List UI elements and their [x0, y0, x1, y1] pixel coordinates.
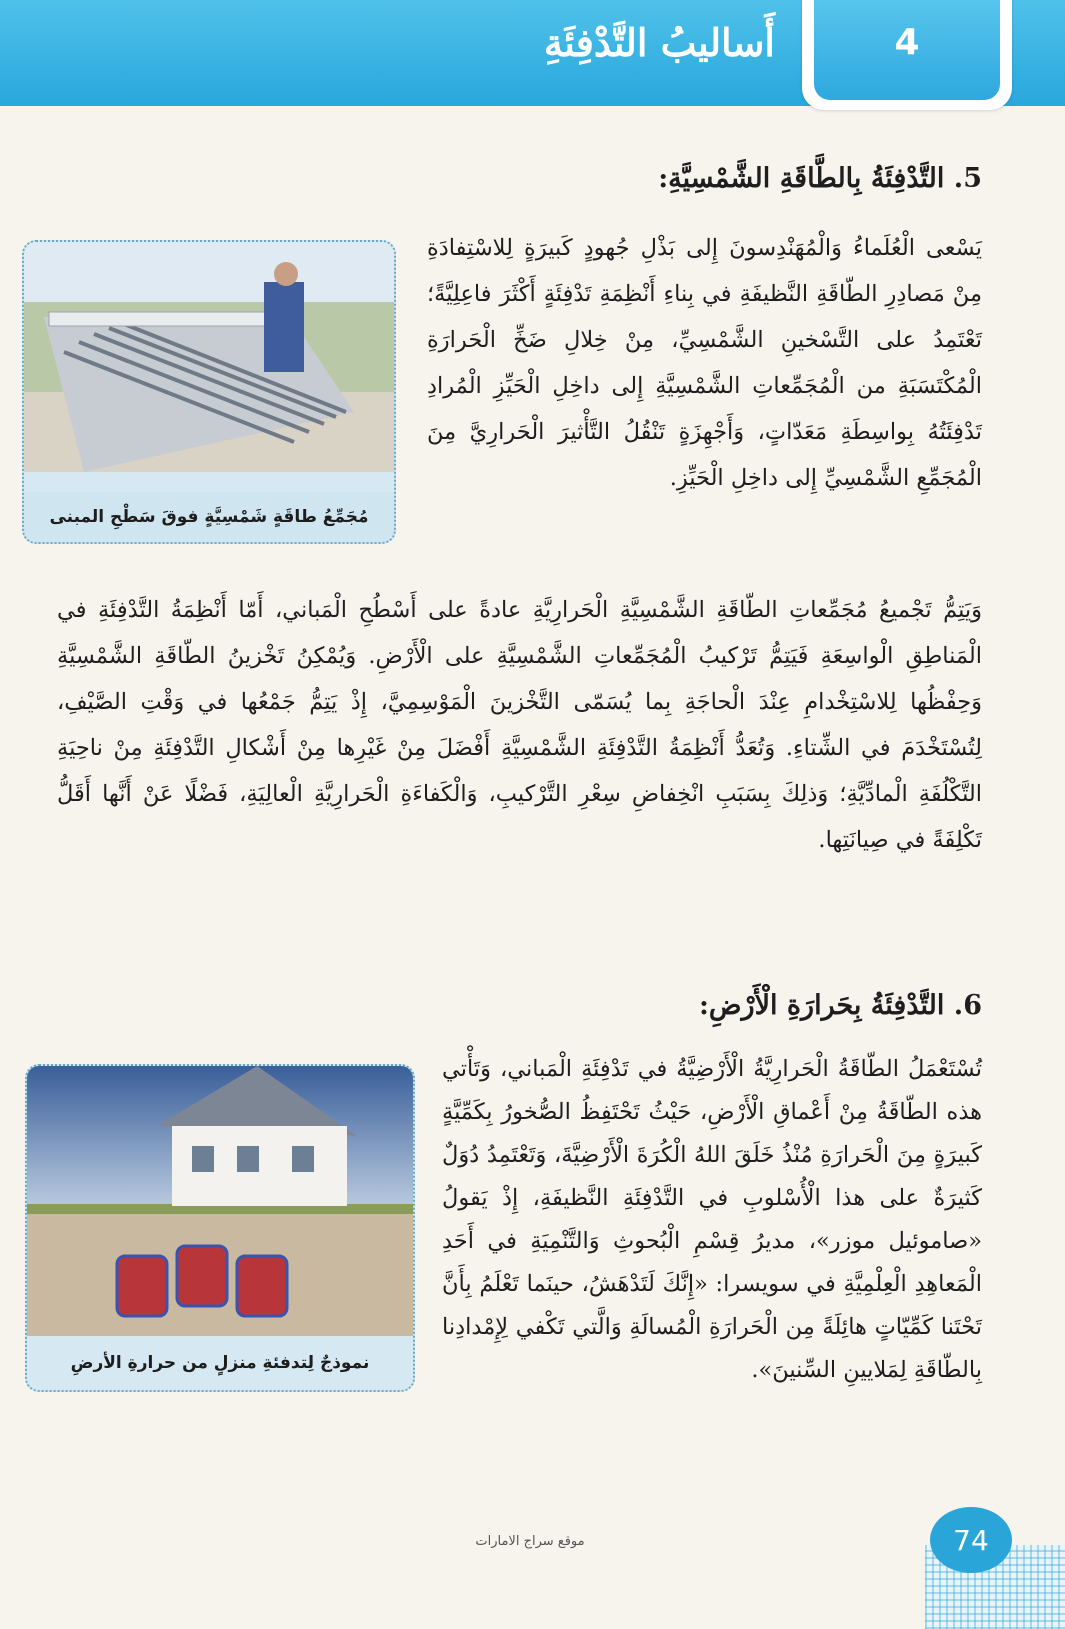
geothermal-house-caption: نموذجٌ لِتدفئةِ منزلٍ من حرارةِ الأرضِ [70, 1353, 370, 1373]
section-6-paragraph-1: تُسْتَعْمَلُ الطّاقَةُ الْحَرارِيَّةُ الْأَرْضِيَّةُ في تَدْفِئَةِ الْمَباني، وَتَأْتي هذه الطّاقَةُ مِنْ أَعْماقِ الْأَرْضِ، حَيْثُ تَحْتَفِظُ الصُّخورُ بِكَمِّيَّةٍ كَبيرَةٍ مِنَ الْحَرارَةِ مُنْذُ خَلَقَ اللهُ الْكُرَةَ الْأَرْضِيَّةَ، وَتَعْتَمِدُ دُوَلٌ كَثيرَةٌ على هذا الْأُسْلوبِ في التَّدْفِئَةِ النَّظيفَةِ، إِذْ يَقولُ «صاموئيل موزر»، مديرُ قِسْمِ الْبُحوثِ وَالتَّنْمِيَةِ في أَحَدِ الْمَعاهِدِ الْعِلْمِيَّةِ في سويسرا: «إِنَّكَ لَتَدْهَشُ، حينَما تَعْلَمُ بِأَنَّ تَحْتَنا كَمِّيّاتٍ هائِلَةً مِن الْحَرارَةِ الْمُسالَةِ وَالَّتي تَكْفي لِإِمْدادِنا بِالطّاقَةِ لِمَلايينِ السِّنينَ». [442, 1056, 982, 1383]
solar-collector-figure [22, 240, 396, 544]
section-5-paragraph-1: يَسْعى الْعُلَماءُ وَالْمُهَنْدِسونَ إِلى بَذْلِ جُهودٍ كَبيرَةٍ لِلاسْتِفادَةِ مِنْ مَصادِرِ الطّاقَةِ النَّظيفَةِ في بِناءِ أَنْظِمَةِ تَدْفِئَةٍ أَكْثَرَ فاعِلِيَّةً؛ تَعْتَمِدُ على التَّسْخينِ الشَّمْسِيِّ، مِنْ خِلالِ ضَخِّ الْحَرارَةِ الْمُكْتَسَبَةِ من الْمُجَمِّعاتِ الشَّمْسِيَّةِ إِلى داخِلِ الْحَيِّزِ الْمُرادِ تَدْفِئَتُهُ بِواسِطَةِ مَعَدّاتٍ، وَأَجْهِزَةٍ تَنْقُلُ التَّأْثيرَ الْحَرارِيَّ مِنَ الْمُجَمِّعِ الشَّمْسِيِّ إِلى داخِلِ الْحَيِّزِ. [427, 235, 982, 491]
section-6-heading: 6. التَّدْفِئَةُ بِحَرارَةِ الْأَرْضِ: [698, 990, 982, 1021]
section-5-heading: 5. التَّدْفِئَةُ بِالطَّاقَةِ الشَّمْسِيَّةِ: [658, 163, 982, 194]
page-number: 74 [953, 1524, 989, 1557]
geothermal-house-figure [25, 1064, 415, 1392]
solar-collector-caption: مُجَمِّعُ طاقَةٍ شَمْسِيَّةٍ فوقَ سَطْحِ المبنى [49, 507, 369, 527]
section-5-paragraph-2: وَيَتِمُّ تَجْميعُ مُجَمِّعاتِ الطّاقَةِ الشَّمْسِيَّةِ الْحَرارِيَّةِ عادةً على أَسْطُحِ الْمَباني، أَمّا أَنْظِمَةُ التَّدْفِئَةِ في الْمَناطِقِ الْواسِعَةِ فَيَتِمُّ تَرْكيبُ الْمُجَمِّعاتِ الشَّمْسِيَّةِ على الْأَرْضِ. وَيُمْكِنُ تَخْزينُ الطّاقَةِ الشَّمْسِيَّةِ وَحِفْظُها لِلاسْتِخْدامِ عِنْدَ الْحاجَةِ بِما يُسَمّى التَّخْزينَ الْمَوْسِمِيَّ، إِذْ يَتِمُّ جَمْعُها في وَقْتِ الصَّيْفِ، لِتُسْتَخْدَمَ في الشِّتاءِ. وَتُعَدُّ أَنْظِمَةُ التَّدْفِئَةِ الشَّمْسِيَّةِ أَفْضَلَ مِنْ غَيْرِها مِنْ أَشْكالِ التَّدْفِئَةِ مِنْ ناحِيَةِ التَّكْلُفَةِ الْمادِّيَّةِ؛ وَذلِكَ بِسَبَبِ انْخِفاضِ سِعْرِ التَّرْكيبِ، وَالْكَفاءَةِ الْحَرارِيَّةِ الْعالِيَةِ، فَضْلًا عَنْ أَنَّها أَقَلُّ تَكْلِفَةً في صِيانَتِها. [57, 597, 982, 853]
footer-site-name: موقع سراج الامارات [475, 1534, 585, 1549]
chapter-number: 4 [894, 22, 920, 63]
chapter-title: أَساليبُ التَّدْفِئَةِ [543, 20, 775, 65]
